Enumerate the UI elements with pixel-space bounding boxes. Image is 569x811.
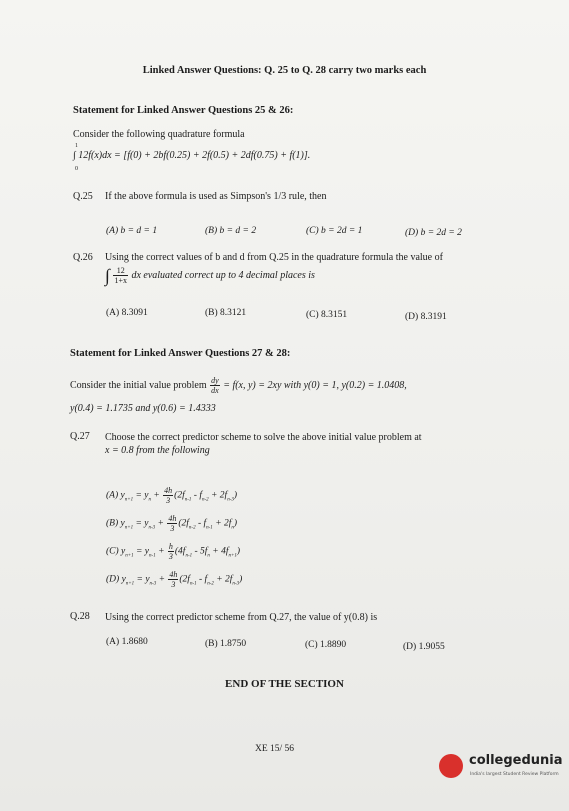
q28-number: Q.28 xyxy=(70,611,90,622)
opt-sub: n+1 xyxy=(124,525,134,531)
q26-fraction-numerator: 12 xyxy=(113,266,128,276)
page-footer: XE 15/ 56 xyxy=(255,744,295,754)
q28-option-a: (A) 1.8680 xyxy=(106,637,148,647)
opt-mid: = y xyxy=(133,490,149,501)
opt-label: (A) y xyxy=(106,490,125,501)
opt-fraction xyxy=(168,570,178,589)
formula-text: ∫ 12f(x)dx = [f(0) + 2bf(0.25) + 2f(0.5) + 2df(0.75) + f(1)]. xyxy=(73,150,311,161)
q25-text: If the above formula is used as Simpson's 1/3 rule, then xyxy=(105,191,327,202)
frac-den: 3 xyxy=(166,496,171,505)
collegedunia-logo xyxy=(439,748,561,788)
opt-mid: = y xyxy=(133,546,150,557)
opt-term: ) xyxy=(236,546,241,557)
opt-term: + 2f xyxy=(213,574,233,585)
opt-plus: + xyxy=(151,490,163,501)
q27-text-1: Choose the correct predictor scheme to solve the above initial value problem at xyxy=(105,432,422,443)
opt-plus: + xyxy=(156,574,168,585)
frac-den: 3 xyxy=(170,524,175,533)
frac-num: 4h xyxy=(168,514,177,523)
q26-option-b: (B) 8.3121 xyxy=(205,308,247,318)
opt-tail: (4f xyxy=(174,546,186,557)
opt-sub: n-3 xyxy=(227,497,234,503)
q28-option-c: (C) 1.8890 xyxy=(305,640,347,650)
q25-option-a: (A) b = d = 1 xyxy=(106,226,158,236)
statement-25-26-intro: Consider the following quadrature formula xyxy=(73,129,245,140)
q25-option-c: (C) b = 2d = 1 xyxy=(306,226,363,236)
q28-text: Using the correct predictor scheme from Q.27, the value of y(0.8) is xyxy=(105,612,378,623)
integral-upper-limit: 1 xyxy=(75,143,78,149)
opt-fraction xyxy=(168,542,174,561)
opt-mid: = y xyxy=(133,518,149,529)
q28-option-b: (B) 1.8750 xyxy=(205,639,247,649)
q27-option-b xyxy=(106,514,237,533)
opt-term: - f xyxy=(191,490,202,501)
opt-mid: = y xyxy=(134,574,150,585)
integral-lower-limit: 0 xyxy=(75,166,78,172)
opt-label: (B) y xyxy=(106,518,125,529)
opt-sub: n+1 xyxy=(125,581,135,587)
q26-option-c: (C) 8.3151 xyxy=(306,310,348,320)
opt-sub: n-1 xyxy=(206,525,213,531)
q28-option-d: (D) 1.9055 xyxy=(403,642,445,652)
opt-sub: n-1 xyxy=(189,581,197,587)
opt-sub: n-1 xyxy=(184,497,192,503)
q26-option-d: (D) 8.3191 xyxy=(405,312,447,322)
opt-term: - f xyxy=(196,574,208,585)
opt-plus: + xyxy=(155,546,167,557)
ivp-values: y(0.4) = 1.1735 and y(0.6) = 1.4333 xyxy=(70,403,216,414)
opt-fraction xyxy=(167,514,177,533)
frac-den: 3 xyxy=(171,580,176,589)
opt-sub: n+1 xyxy=(125,553,134,559)
dy-dx-fraction xyxy=(210,376,220,395)
ivp-rest: = f(x, y) = 2xy with y(0) = 1, y(0.2) = 1.0408, xyxy=(223,379,407,391)
dy: dy xyxy=(211,376,219,385)
q25-number: Q.25 xyxy=(73,191,93,202)
frac-num: 4h xyxy=(169,570,178,579)
opt-plus: + xyxy=(155,518,167,529)
opt-sub: n+1 xyxy=(124,497,134,503)
q25-option-b: (B) b = d = 2 xyxy=(205,226,257,236)
opt-sub: n-1 xyxy=(149,553,156,559)
q26-option-a: (A) 8.3091 xyxy=(106,308,148,318)
integral-sign: ∫ xyxy=(105,265,110,286)
opt-fraction xyxy=(163,486,173,505)
q26-fraction-denominator: 1+x xyxy=(114,276,127,285)
opt-sub: n-3 xyxy=(148,525,156,531)
opt-sub: n-3 xyxy=(232,581,240,587)
opt-term: ) xyxy=(233,518,238,529)
opt-sub: n xyxy=(148,497,151,503)
q26-integral xyxy=(105,266,315,285)
q26-tail: dx evaluated correct up to 4 decimal places is xyxy=(131,269,315,281)
frac-num: h xyxy=(168,542,173,551)
opt-term: ) xyxy=(233,490,238,501)
q26-number: Q.26 xyxy=(73,252,93,263)
opt-term: + 2f xyxy=(208,490,228,501)
logo-mark-icon xyxy=(439,754,463,778)
section-header: Linked Answer Questions: Q. 25 to Q. 28 carry two marks each xyxy=(142,65,427,76)
statement-27-28-ivp xyxy=(70,376,407,395)
q25-option-d: (D) b = 2d = 2 xyxy=(405,228,462,238)
q27-text-2: x = 0.8 from the following xyxy=(105,445,210,456)
opt-term: ) xyxy=(239,574,243,585)
q27-option-d xyxy=(106,570,242,589)
opt-label: (D) y xyxy=(106,574,126,585)
q26-fraction xyxy=(113,266,128,285)
opt-term: + 4f xyxy=(209,546,229,557)
statement-25-26-title: Statement for Linked Answer Questions 25 & 26: xyxy=(73,105,294,116)
opt-term: - 5f xyxy=(192,546,208,557)
opt-term: + 2f xyxy=(212,518,232,529)
opt-sub: n-2 xyxy=(207,581,214,587)
ivp-intro: Consider the initial value problem xyxy=(70,379,207,391)
opt-sub: n-3 xyxy=(149,581,157,587)
opt-sub: n-2 xyxy=(188,525,196,531)
opt-sub: n xyxy=(231,525,234,531)
opt-sub: n-2 xyxy=(201,497,209,503)
logo-tagline: India's largest Student Review Platform xyxy=(470,772,559,777)
logo-wordmark: collegedunia xyxy=(469,753,563,768)
opt-tail: (2f xyxy=(179,574,190,585)
frac-num: 4h xyxy=(164,486,173,495)
frac-den: 3 xyxy=(168,552,173,561)
quadrature-formula xyxy=(73,150,310,161)
end-of-section: END OF THE SECTION xyxy=(225,678,344,690)
opt-sub: n xyxy=(207,553,210,559)
opt-label: (C) y xyxy=(106,546,126,557)
opt-tail: (2f xyxy=(178,518,189,529)
statement-27-28-title: Statement for Linked Answer Questions 27 & 28: xyxy=(70,348,291,359)
q27-number: Q.27 xyxy=(70,431,90,442)
opt-sub: n-1 xyxy=(185,553,193,559)
q27-option-a xyxy=(106,486,237,505)
dx: dx xyxy=(211,386,219,395)
opt-tail: (2f xyxy=(174,490,185,501)
q26-text: Using the correct values of b and d from Q.25 in the quadrature formula the value of xyxy=(105,252,443,263)
q27-option-c xyxy=(106,542,240,561)
opt-term: - f xyxy=(195,518,207,529)
opt-sub: n+1 xyxy=(228,553,237,559)
